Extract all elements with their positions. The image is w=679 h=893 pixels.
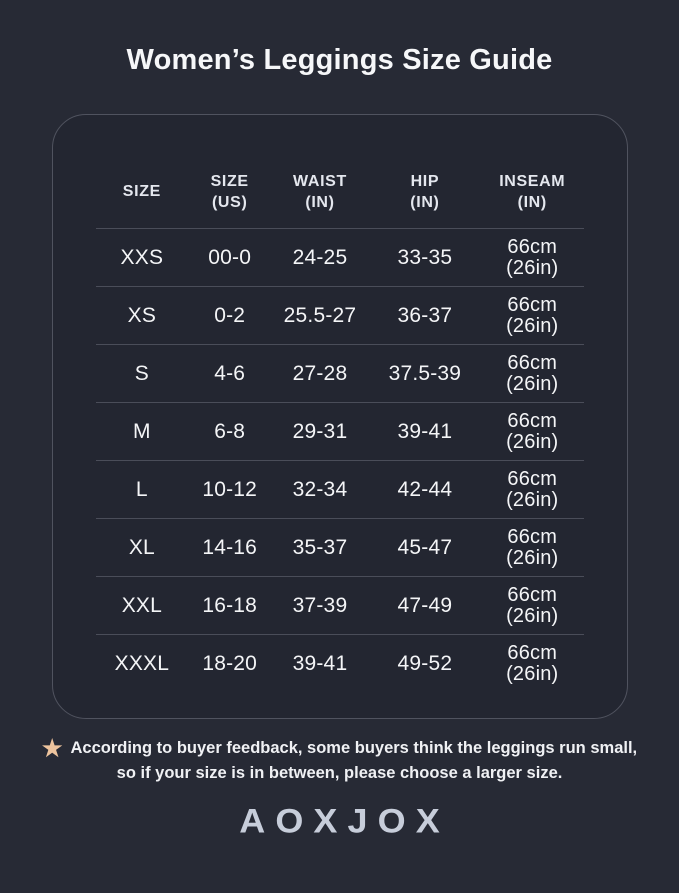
size-table-card [52,114,628,719]
cell-size-us: 4-6 [214,361,246,385]
table-row-xl [96,518,584,576]
cell-size: XS [127,303,157,327]
cell-hip: 47-49 [397,593,453,617]
cell-size: XXL [121,593,162,617]
cell-waist: 37-39 [292,593,348,617]
column-header-inseam: INSEAM (IN) [499,172,566,211]
cell-inseam: 66cm (26in) [506,409,559,453]
cell-size-us: 14-16 [202,535,258,559]
cell-hip: 36-37 [397,303,453,327]
table-row-xs [96,286,584,344]
table-row-l [96,460,584,518]
cell-hip: 45-47 [397,535,453,559]
cell-size: L [135,477,148,501]
cell-inseam: 66cm (26in) [506,351,559,395]
cell-hip: 37.5-39 [388,361,462,385]
table-row-xxl [96,576,584,634]
cell-size-us: 00-0 [208,245,252,269]
cell-size-us: 18-20 [202,651,258,675]
column-header-size-us: SIZE (US) [210,172,249,211]
cell-inseam: 66cm (26in) [506,467,559,511]
cell-inseam: 66cm (26in) [506,235,559,279]
cell-size: XXXL [114,651,170,675]
footnote [35,736,645,786]
cell-inseam: 66cm (26in) [506,583,559,627]
cell-waist: 39-41 [292,651,348,675]
footnote-text: According to buyer feedback, some buyers think the leggings run small, so if your size is in between, please choose a larger size. [70,739,638,782]
cell-size-us: 6-8 [214,419,246,443]
cell-size-us: 10-12 [202,477,258,501]
cell-waist: 27-28 [292,361,348,385]
cell-waist: 32-34 [292,477,348,501]
cell-hip: 33-35 [397,245,453,269]
star-icon: ★ [41,735,63,761]
cell-size: M [133,419,151,443]
page-title: Women’s Leggings Size Guide [126,44,553,76]
column-header-hip: HIP (IN) [410,172,440,211]
cell-inseam: 66cm (26in) [506,525,559,569]
size-guide-page [0,44,679,893]
cell-size: XXS [120,245,164,269]
cell-inseam: 66cm (26in) [506,641,559,685]
cell-waist: 29-31 [292,419,348,443]
table-header-row [96,155,584,228]
cell-hip: 49-52 [397,651,453,675]
cell-waist: 24-25 [292,245,348,269]
cell-waist: 25.5-27 [283,303,357,327]
table-row-xxs [96,228,584,286]
table-row-xxxl [96,634,584,692]
cell-hip: 42-44 [397,477,453,501]
column-header-waist: WAIST (IN) [293,172,347,211]
cell-waist: 35-37 [292,535,348,559]
table-row-s [96,344,584,402]
cell-hip: 39-41 [397,419,453,443]
brand-logo: AOXJOX [239,800,450,841]
column-header-size: SIZE [122,183,161,200]
table-row-m [96,402,584,460]
cell-size: S [134,361,149,385]
cell-size: XL [128,535,155,559]
cell-size-us: 0-2 [214,303,246,327]
cell-size-us: 16-18 [202,593,258,617]
cell-inseam: 66cm (26in) [506,293,559,337]
